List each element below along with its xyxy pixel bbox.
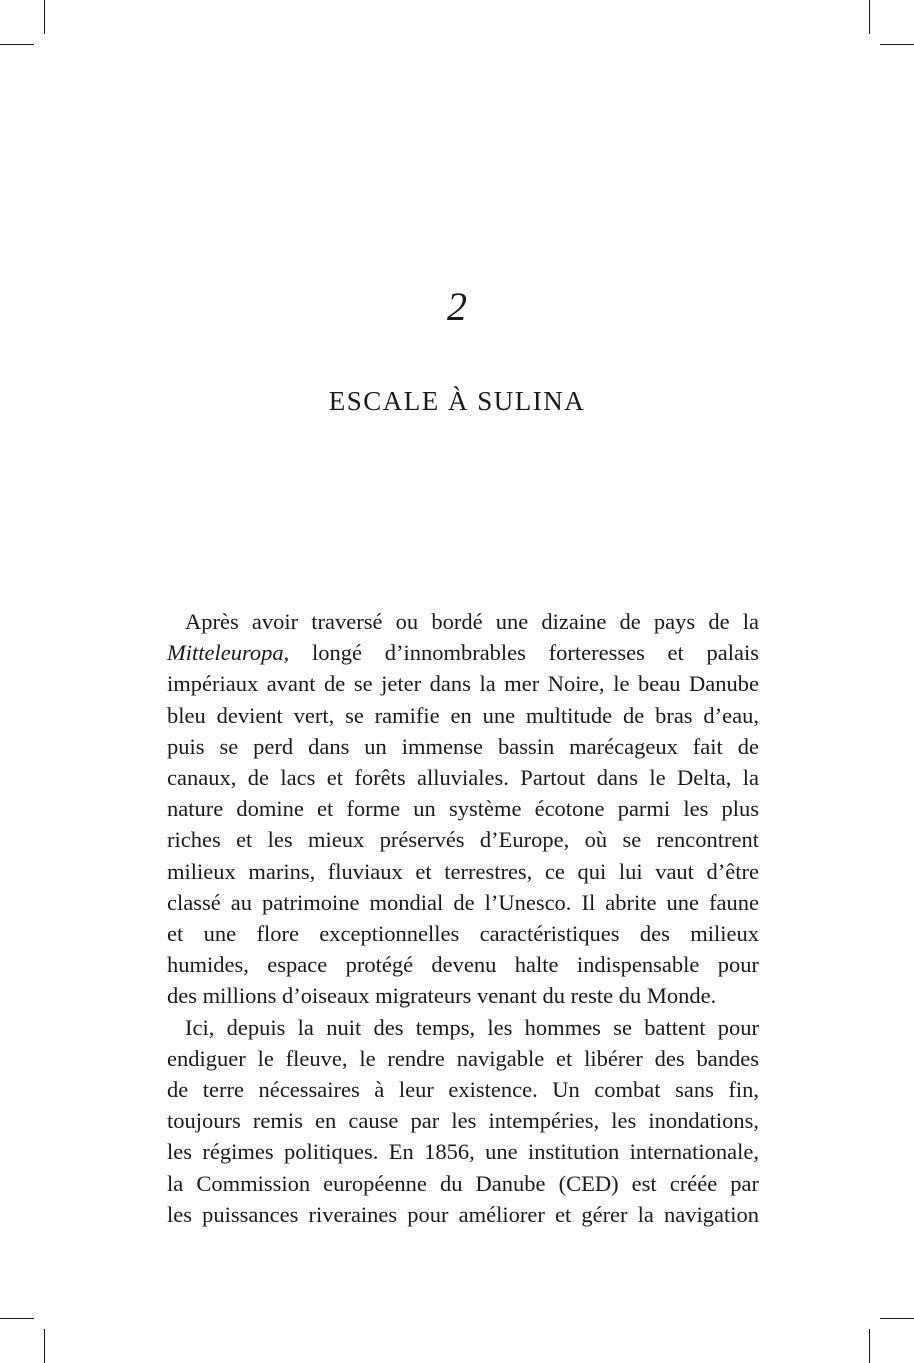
text-line: et une flore exceptionnelles caractéristiques des milieux <box>167 921 759 947</box>
text-line: canaux, de lacs et forêts alluviales. Partout dans le Delta, la <box>167 765 759 791</box>
crop-mark-top-left-vertical <box>44 0 45 34</box>
paragraph-2 <box>167 1012 759 1230</box>
crop-mark-top-left-horizontal <box>0 44 34 45</box>
crop-mark-bottom-left-vertical <box>44 1329 45 1363</box>
crop-mark-bottom-left-horizontal <box>0 1318 34 1319</box>
text-line: classé au patrimoine mondial de l’Unesco. Il abrite une faune <box>167 889 759 915</box>
text-line: endiguer le fleuve, le rendre navigable et libérer des bandes <box>167 1045 759 1071</box>
paragraph-1 <box>167 606 759 1012</box>
text-line: la Commission européenne du Danube (CED) est créée par <box>167 1170 759 1196</box>
text-line: Ici, depuis la nuit des temps, les hommes se battent pour <box>185 1014 759 1040</box>
body-text <box>167 606 759 1230</box>
crop-mark-bottom-right-horizontal <box>880 1318 914 1319</box>
chapter-title: ESCALE À SULINA <box>328 386 586 416</box>
crop-mark-top-right-horizontal <box>880 44 914 45</box>
text-line: de terre nécessaires à leur existence. Un combat sans fin, <box>167 1077 759 1103</box>
text-line: riches et les mieux préservés d’Europe, où se rencontrent <box>167 827 759 853</box>
chapter-number: 2 <box>447 284 467 329</box>
text-line: bleu devient vert, se ramifie en une multitude de bras d’eau, <box>167 702 759 728</box>
text-line: milieux marins, fluviaux et terrestres, ce qui lui vaut d’être <box>167 858 759 884</box>
text-line: des millions d’oiseaux migrateurs venant du reste du Monde. <box>167 983 717 1009</box>
text-line: Après avoir traversé ou bordé une dizaine de pays de la <box>185 609 759 634</box>
italic-word: Mitteleuropa <box>167 640 284 666</box>
text-line: humides, espace protégé devenu halte indispensable pour <box>167 952 759 978</box>
text-line: nature domine et forme un système écotone parmi les plus <box>167 796 759 822</box>
text-line: impériaux avant de se jeter dans la mer Noire, le beau Danube <box>167 671 759 697</box>
crop-mark-top-right-vertical <box>869 0 870 34</box>
text-line: toujours remis en cause par les intempéries, les inondations, <box>167 1108 759 1134</box>
text-line: puis se perd dans un immense bassin marécageux fait de <box>167 733 759 759</box>
text-line: les puissances riveraines pour améliorer et gérer la navigation <box>167 1201 759 1227</box>
text-line <box>167 637 759 668</box>
text-fragment: , longé d’innombrables forteresses et palais <box>283 640 759 666</box>
text-line: les régimes politiques. En 1856, une institution internationale, <box>167 1139 759 1165</box>
crop-mark-bottom-right-vertical <box>869 1329 870 1363</box>
